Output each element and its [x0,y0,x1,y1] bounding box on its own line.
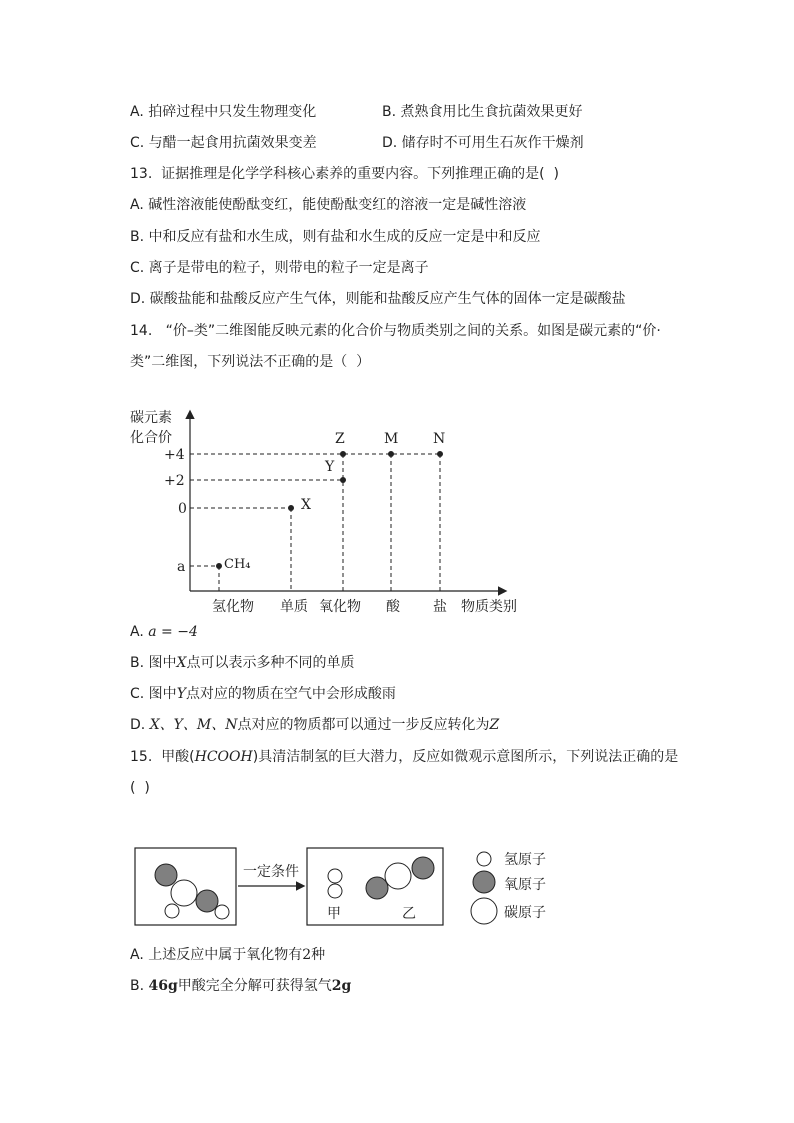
x-cat-element: 单质 [280,599,308,615]
q15-stem-line1 [130,747,678,767]
q15-option-a-text1: A. 上述反应中属于氧化物有 [130,947,303,963]
product-label-yi: 乙 [402,906,416,922]
q15-option-a-text2: 种 [311,947,326,963]
x-cat-acid: 酸 [386,599,400,615]
reactant-oxygen-2 [196,890,218,912]
q15-option-a [130,945,325,965]
q14-option-a-prefix: A. [130,624,149,640]
legend-oxygen-label: 氧原子 [504,877,546,893]
point-z [340,451,346,457]
q14-option-a-math: a = −4 [148,624,198,640]
q15-stem-formula: HCOOH [194,749,253,765]
q15-option-b-mid: 甲酸完全分解可获得氢气 [177,978,332,994]
product-oxygen-1 [366,877,388,899]
x-axis-title: 物质类别 [461,599,517,615]
q15-option-b-mass2: 2g [331,978,352,994]
q15-option-b-mass1: 46g [148,978,178,994]
label-ch4: CH₄ [224,557,251,572]
q14-option-d-mid: 点对应的物质都可以通过一步反应转化为 [237,717,490,733]
q14-stem-line1: 14. “价–类”二维图能反映元素的化合价与物质类别之间的关系。如图是碳元素的“价· [130,323,661,339]
q14-option-c-var: Y [176,686,186,702]
q13-option-b: B. 中和反应有盐和水生成，则有盐和水生成的反应一定是中和反应 [130,229,541,245]
q15-stem-text2: )具清洁制氢的巨大潜力，反应如微观示意图所示，下列说法正确的是 [252,749,679,765]
point-y [340,477,346,483]
q14-option-b-text2: 点可以表示多种不同的单质 [186,655,355,671]
q12-option-c: C. 与醋一起食用抗菌效果变差 [130,135,317,151]
reaction-condition: 一定条件 [243,864,299,880]
label-x: X [301,497,311,513]
q15-option-a-num: 2 [302,947,312,963]
point-x [288,505,294,511]
legend-hydrogen-label: 氢原子 [504,852,546,868]
q15-stem-line2: ( ) [130,780,150,796]
x-cat-hydride: 氢化物 [212,599,254,615]
q14-option-c-text1: C. 图中 [130,686,177,702]
q13-option-d: D. 碳酸盐能和盐酸反应产生气体，则能和盐酸反应产生气体的固体一定是碳酸盐 [130,291,626,307]
y-tick-plus4: +4 [164,447,185,463]
q15-stem-text1: 15. 甲酸( [130,749,195,765]
point-ch4 [216,563,222,569]
q14-option-a [130,622,198,642]
reactant-box [135,848,236,925]
q13-option-a: A. 碱性溶液能使酚酞变红，能使酚酞变红的溶液一定是碱性溶液 [130,197,527,213]
legend-hydrogen-icon [477,852,491,866]
product-hydrogen-2 [328,884,342,898]
reactant-hydrogen-2 [215,905,229,919]
y-tick-a: a [177,559,186,575]
label-m: M [384,431,399,447]
q14-option-d-prefix: D. [130,717,150,733]
q15-option-b-prefix: B. [130,978,149,994]
q14-option-c-text2: 点对应的物质在空气中会形成酸雨 [185,686,396,702]
legend-carbon-label: 碳原子 [504,905,546,921]
product-box [307,848,443,925]
y-axis-title-2: 化合价 [130,430,172,446]
q14-option-c [130,684,396,704]
q15-option-b [130,976,351,996]
q12-option-a: A. 拍碎过程中只发生物理变化 [130,104,317,120]
y-axis-title-1: 碳元素 [130,410,172,426]
y-tick-plus2: +2 [164,473,185,489]
point-n [437,451,443,457]
q12-option-d: D. 储存时不可用生石灰作干燥剂 [382,135,584,151]
x-cat-salt: 盐 [433,599,447,615]
legend-carbon-icon [471,898,497,924]
y-tick-zero: 0 [178,501,187,517]
point-m [388,451,394,457]
q14-option-b-text1: B. 图中 [130,655,177,671]
label-z: Z [335,431,345,447]
q14-option-b-var: X [176,655,187,671]
label-n: N [433,431,446,447]
product-hydrogen-1 [328,869,342,883]
q14-option-d-end: Z [489,717,500,733]
product-carbon [385,863,411,889]
reactant-oxygen-1 [155,864,177,886]
q13-stem: 13. 证据推理是化学学科核心素养的重要内容。下列推理正确的是( ) [130,166,559,182]
q13-option-c: C. 离子是带电的粒子，则带电的粒子一定是离子 [130,260,429,276]
q14-option-d-vars: X、Y、M、N [149,717,238,733]
q14-option-b [130,653,354,673]
reactant-carbon [171,880,197,906]
label-y: Y [325,459,335,475]
legend-oxygen-icon [473,871,495,893]
reactant-hydrogen-1 [165,904,179,918]
q14-stem-line2: 类”二维图，下列说法不正确的是（ ） [130,354,371,370]
product-label-jia: 甲 [327,906,341,922]
x-cat-oxide: 氧化物 [319,599,361,615]
product-oxygen-2 [412,857,434,879]
q14-option-d [130,715,499,735]
q12-option-b: B. 煮熟食用比生食抗菌效果更好 [382,104,583,120]
